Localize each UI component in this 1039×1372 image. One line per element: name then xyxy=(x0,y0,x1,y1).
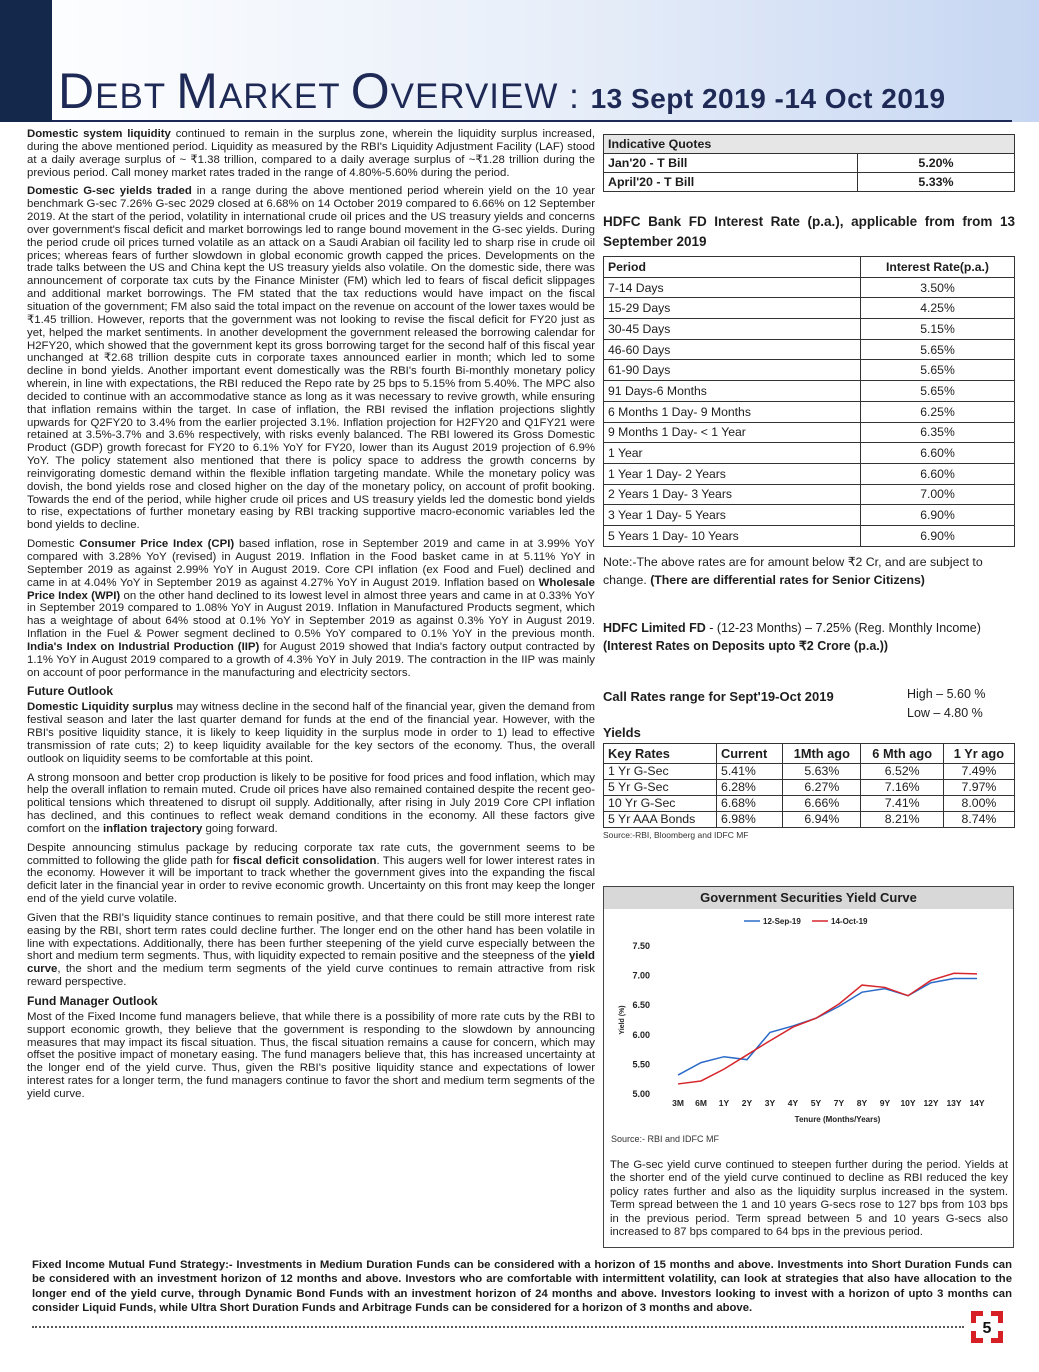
x-tick-label: 4Y xyxy=(787,1098,799,1108)
quote-value: 5.20% xyxy=(858,154,1015,173)
title-part-2: ARKET xyxy=(218,77,351,116)
cell: 6.98% xyxy=(717,811,783,827)
x-tick-label: 7Y xyxy=(833,1098,845,1108)
yields-table xyxy=(603,743,1015,828)
fd-rate: 6.90% xyxy=(861,505,1015,526)
x-tick-label: 14Y xyxy=(969,1098,985,1108)
cell: 7.97% xyxy=(943,779,1014,795)
paragraph-fiscal xyxy=(27,842,595,906)
yield-curve-box xyxy=(603,886,1014,1248)
fd-period: 61-90 Days xyxy=(604,360,861,381)
fd-rate: 6.60% xyxy=(861,443,1015,464)
hdfc-ltd-rate: - (12-23 Months) – 7.25% (Reg. Monthly Income) xyxy=(705,620,981,635)
text-gsec: in a range during the above mentioned period wherein yield on the 10 year benchmark G-sec 7.26% G-sec 2029 closed at 6.68% on 14 October 2019 compared to 6.66% on 12 September 2019. At the start of the period, volatility in international crude oil prices and the US treasury yields and concerns over government's fiscal deficit and market borrowings led to range bound movement in the G-sec yields. During the period crude oil prices turned volatile as an attack on a Saudi Arabian oil facility led to sharp rise in crude oil prices; whereas fears of further slowdown in global economic growth capped the prices. Developments on the trade talks between the US and China kept the US treasury yields also volatile. On the domestic side, there was announcement of corporate tax cuts by the Finance Minister (FM) which led to fears of fiscal deficit slippages and additional market borrowings. The FM stated that the tax reductions would have impact on the fiscal situation of the government; FM also said the total impact on the revenue on account of the lower taxes would be ₹1.45 trillion. However, reports that the government was not looking to revise the fiscal deficit for FY20 just as yet, helped the market sentiments. In another development the government released the borrowing calendar for H2FY20, which showed that the government kept its gross borrowing target for the second half of this fiscal year unchanged at ₹2.68 trillion despite cuts in corporate taxes announced earlier in month; which led to some decline in bond yields. Another important event domestically was the RBI's fourth Bi-monthly monetary policy wherein, in line with expectations, the RBI reduced the Repo rate by 25 bps to 5.15% from 5.40%. The MPC also decided to continue with an accommodative stance as long as it was necessary to revive growth, while ensuring that inflation remains within the target. In case of inflation, the RBI revised the inflation projections slightly upwards for Q2FY20 to 3.4% from the earlier projected 3.1%. Inflation projection for H2FY20 and Q1FY21 were retained at 3.5%-3.7% and 3.6% respectively, with risks evenly balanced. The RBI lowered its Gross Domestic Product (GDP) growth forecast for FY20 to 6.1% YoY for FY20, lower than its August 2019 projection of 6.9% YoY. The policy statement also mentioned that there is policy space to address the growth concerns by reinvigorating domestic demand within the flexible inflation targeting mandate. While the monetary policy was dovish, the bond yields rose and closed higher on the day of the monetary policy, on account of profit booking. Towards the end of the period, while higher crude oil prices and US treasury yields led the domestic bond yields to rise, expectations of further monetary easing by RBI tracking supportive macro-economic variables led the bond yields to decline. xyxy=(27,185,596,532)
y-tick-label: 7.00 xyxy=(632,970,650,981)
fd-period: 91 Days-6 Months xyxy=(604,381,861,402)
paragraph-monsoon xyxy=(27,772,595,836)
paragraph-liquidity xyxy=(27,128,595,179)
footer-dotted-rule xyxy=(32,1326,964,1328)
legend-label: 14-Oct-19 xyxy=(831,917,868,926)
fd-period: 15-29 Days xyxy=(604,298,861,319)
call-low: Low – 4.80 % xyxy=(907,705,983,720)
table-row xyxy=(604,505,1015,526)
fd-rate: 5.15% xyxy=(861,319,1015,340)
x-tick-label: 1Y xyxy=(718,1098,730,1108)
cell: 6.27% xyxy=(783,779,861,795)
title-letter-o: O xyxy=(350,63,391,119)
heading-future-outlook: Future Outlook xyxy=(27,684,113,699)
text-curve-c: , the short and the medium term segments of the yield curve continues to remain attractive from risk reward perspective. xyxy=(27,963,595,989)
x-tick-label: 8Y xyxy=(856,1098,868,1108)
cell: 8.00% xyxy=(943,795,1014,811)
table-row xyxy=(604,763,1015,779)
text-iip-g: for August 2019 showed that India's factory output contracted by 1.1% YoY in August 2019 compared to a growth of 4.3% YoY in July 2019. The contraction in the IIP was mainly on account of poor performance in the manufacturing and electricity sectors. xyxy=(27,640,595,679)
chart-title: Government Securities Yield Curve xyxy=(604,887,1013,909)
fd-period: 3 Year 1 Day- 5 Years xyxy=(604,505,861,526)
table-header-row xyxy=(604,257,1015,278)
fd-rate: 6.90% xyxy=(861,525,1015,546)
series-line xyxy=(678,973,977,1084)
x-tick-label: 5Y xyxy=(810,1098,822,1108)
fd-rate: 6.25% xyxy=(861,401,1015,422)
yield-curve-chart xyxy=(604,911,1013,1136)
fd-period: 9 Months 1 Day- < 1 Year xyxy=(604,422,861,443)
indicative-quotes-table xyxy=(603,134,1015,192)
x-tick-label: 3M xyxy=(672,1098,684,1108)
table-header-row xyxy=(604,743,1015,763)
cell: 6.94% xyxy=(783,811,861,827)
text-future-liquidity: may witness decline in the second half of the financial year, given the demand from festival season and later the last quarter demand for funds at the end of the financial year. However, with the RBI's positive liquidity stance, it is likely to keep liquidity in the surplus mode in order to 1) lead to effective transmission of rate cuts; 2) to keep liquidity available for the key sectors of the economy. Thus, the overall outlook on liquidity seems to be comfortable at this point. xyxy=(27,701,595,765)
cell: 7.49% xyxy=(943,763,1014,779)
fd-rate: 5.65% xyxy=(861,360,1015,381)
lead-gsec: Domestic G-sec yields traded xyxy=(27,185,192,198)
title-date-range: 13 Sept 2019 -14 Oct 2019 xyxy=(590,83,946,114)
fd-period: 1 Year 1 Day- 2 Years xyxy=(604,463,861,484)
x-tick-label: 2Y xyxy=(741,1098,753,1108)
col-interest-rate: Interest Rate(p.a.) xyxy=(861,257,1015,278)
text-fiscal-c: . This augers well for lower interest rates in the economy. However it will be important to track whether the government gives into the expanding the fiscal deficit later in the financial year in order to revive economic growth. Uncertainty on this front may keep the longer end of the yield curve volatile. xyxy=(27,854,595,906)
lead-liquidity: Domestic system liquidity xyxy=(27,128,171,140)
y-tick-label: 5.50 xyxy=(632,1059,650,1070)
table-row xyxy=(604,277,1015,298)
bold-cpi: Consumer Price Index (CPI) xyxy=(79,538,235,551)
col-key-rates: Key Rates xyxy=(604,743,717,763)
text-monsoon-a: A strong monsoon and better crop production is likely to be positive for food prices and food inflation, which may help the overall inflation to remain muted. Crude oil prices have also remained contained despite the recent geo-political tensions which threatened to disrupt oil supply. Additionally, after rising in July 2019 Core CPI inflation has declined, and this continues to reflect weak demand conditions in the economy. All these factors give comfort on the xyxy=(27,771,595,835)
page-number-icon xyxy=(967,1307,1007,1347)
quote-label: Jan'20 - T Bill xyxy=(604,154,858,173)
text-curve-a: Given that the RBI's liquidity stance continues to remain positive, and that there could be still more interest rate easing by the RBI, short term rates could decline further. The longer end on the other hand has been volatile in line with expectations. Additionally, there has been further steepening of the yield curve especially between the short and medium term segments. Thus, with liquidity expected to remain positive and the steepness of the xyxy=(27,911,595,963)
title-underline xyxy=(52,120,1012,122)
chart-source: Source:- RBI and IDFC MF xyxy=(611,1134,720,1144)
text-cpi-c: based inflation, rose in September 2019 and came in at 3.99% YoY compared with 3.28% YoY (revised) in August 2019. Inflation in the Food basket came in at 5.11% YoY in September 2019 as against 2.99% YoY in August 2019. Core CPI inflation (ex Food and Fuel) declined and came in at 4.04% YoY in September 2019 as against 4.27% YoY in August 2019. Inflation based on xyxy=(27,538,596,589)
table-row xyxy=(604,779,1015,795)
col-6mth: 6 Mth ago xyxy=(861,743,943,763)
cell: 8.21% xyxy=(861,811,943,827)
call-rates-values xyxy=(907,685,986,723)
hdfc-ltd-fd xyxy=(603,619,1015,655)
col-current: Current xyxy=(717,743,783,763)
col-period: Period xyxy=(604,257,861,278)
y-axis-label: Yield (%) xyxy=(619,1005,626,1035)
table-row xyxy=(604,154,1015,173)
fd-rate: 6.60% xyxy=(861,463,1015,484)
table-row xyxy=(604,298,1015,319)
page-number: 5 xyxy=(982,1320,992,1337)
page-title xyxy=(58,62,1033,122)
x-tick-label: 9Y xyxy=(879,1098,891,1108)
text-cpi-a: Domestic xyxy=(27,538,80,551)
call-rates-label: Call Rates range for Sept'19-Oct 2019 xyxy=(603,688,834,704)
paragraph-future-liquidity xyxy=(27,701,595,765)
paragraph-inflation xyxy=(27,538,595,679)
cell: 7.16% xyxy=(861,779,943,795)
bold-wpi: Wholesale Price Index (WPI) xyxy=(27,576,595,602)
call-high: High – 5.60 % xyxy=(907,686,986,701)
cell: 6.52% xyxy=(861,763,943,779)
fd-rate: 5.65% xyxy=(861,381,1015,402)
cell: 5.63% xyxy=(783,763,861,779)
table-row xyxy=(604,173,1015,192)
cell: 8.74% xyxy=(943,811,1014,827)
x-tick-label: 10Y xyxy=(900,1098,916,1108)
bold-iip: India's Index on Industrial Production (IIP) xyxy=(27,640,260,653)
fd-heading: HDFC Bank FD Interest Rate (p.a.), applicable from from 13 September 2019 xyxy=(603,214,1015,249)
fd-rate: 4.25% xyxy=(861,298,1015,319)
table-row xyxy=(604,381,1015,402)
col-1mth: 1Mth ago xyxy=(783,743,861,763)
yields-heading: Yields xyxy=(603,724,641,740)
y-tick-label: 7.50 xyxy=(632,941,650,951)
fd-period: 5 Years 1 Day- 10 Years xyxy=(604,525,861,546)
hdfc-ltd-note: (Interest Rates on Deposits upto ₹2 Crore (p.a.)) xyxy=(603,638,889,653)
table-row xyxy=(604,319,1015,340)
header-corner-block xyxy=(0,0,52,122)
table-row xyxy=(604,422,1015,443)
title-part-3: VERVIEW : xyxy=(390,77,580,116)
fd-rate: 6.35% xyxy=(861,422,1015,443)
x-tick-label: 13Y xyxy=(946,1098,962,1108)
cell: 7.41% xyxy=(861,795,943,811)
lead-future-liquidity: Domestic Liquidity surplus xyxy=(27,701,174,714)
quote-label: April'20 - T Bill xyxy=(604,173,858,192)
text-fiscal-a: Despite announcing stimulus package by reducing corporate tax rate cuts, the government seems to be committed to following the glide path for xyxy=(27,841,595,867)
cell: 6.28% xyxy=(717,779,783,795)
table-row xyxy=(604,484,1015,505)
title-part-1: EBT xyxy=(95,77,177,116)
cell: 1 Yr G-Sec xyxy=(604,763,717,779)
x-axis-label: Tenure (Months/Years) xyxy=(794,1115,881,1124)
table-row xyxy=(604,339,1015,360)
bold-yield-curve: yield curve xyxy=(27,950,595,976)
heading-fund-manager-outlook: Fund Manager Outlook xyxy=(27,994,158,1008)
fd-rate: 5.65% xyxy=(861,339,1015,360)
fd-period: 6 Months 1 Day- 9 Months xyxy=(604,401,861,422)
cell: 10 Yr G-Sec xyxy=(604,795,717,811)
y-tick-label: 5.00 xyxy=(632,1089,650,1099)
bold-fiscal-consolidation: fiscal deficit consolidation xyxy=(232,854,377,867)
fd-note-text: Note:-The above rates are for amount below ₹2 Cr, and are subject to change. xyxy=(603,554,983,587)
yields-source: Source:-RBI, Bloomberg and IDFC MF xyxy=(603,829,749,840)
fund-strategy-note: Fixed Income Mutual Fund Strategy:- Investments in Medium Duration Funds can be considered with a horizon of 15 months and above. Investments into Short Duration Funds can be considered with an investment horizon of 12 months and above. Investors who are comfortable with intermittent volatility, can look at strategies that also have allocation to the longer end of the yield curve, through Dynamic Bond Funds with an investment horizon of 24 months and above. Investors looking to invest with a horizon of upto 3 months can consider Liquid Funds, while Ultra Short Duration Funds and Arbitrage Funds can be considered for a horizon of 3 months and above. xyxy=(32,1259,1012,1314)
cell: 5 Yr AAA Bonds xyxy=(604,811,717,827)
fd-period: 2 Years 1 Day- 3 Years xyxy=(604,484,861,505)
legend-label: 12-Sep-19 xyxy=(763,917,801,926)
table-row xyxy=(604,525,1015,546)
paragraph-fund-manager: Most of the Fixed Income fund managers believe, that while there is a possibility of more rate cuts by the RBI to support economic growth, they believe that the government is responding to the slowdown by announcing measures that may impact its fiscal situation. Thus, the fiscal situation remains a cause for concern, which may offset the positive impact of monetary easing. The fund managers believe that, this has increased uncertainty at the longer end of the yield curve. Thus, given the RBI's positive liquidity stance and expectations of lower interest rates for a longer term, the fund managers continue to favor the short and medium term segments of the yield curve. xyxy=(27,1010,595,1100)
title-letter-d: D xyxy=(58,63,96,119)
x-tick-label: 6M xyxy=(695,1098,707,1108)
title-letter-m: M xyxy=(176,63,219,119)
text-monsoon-c: going forward. xyxy=(202,822,278,835)
cell: 6.66% xyxy=(783,795,861,811)
y-tick-label: 6.00 xyxy=(632,1029,650,1040)
table-row xyxy=(604,795,1015,811)
quotes-heading: Indicative Quotes xyxy=(604,135,1015,154)
fd-period: 7-14 Days xyxy=(604,277,861,298)
table-row xyxy=(604,401,1015,422)
col-1yr: 1 Yr ago xyxy=(943,743,1014,763)
fd-period: 1 Year xyxy=(604,443,861,464)
cell: 6.68% xyxy=(717,795,783,811)
table-row xyxy=(604,811,1015,827)
right-column xyxy=(603,134,1015,840)
x-tick-label: 3Y xyxy=(764,1098,776,1108)
fd-period: 46-60 Days xyxy=(604,339,861,360)
fd-rate: 3.50% xyxy=(861,277,1015,298)
hdfc-ltd-label: HDFC Limited FD xyxy=(603,620,706,635)
fd-note xyxy=(603,553,1015,589)
cell: 5.41% xyxy=(717,763,783,779)
fd-note-senior: (There are differential rates for Senior Citizens) xyxy=(650,572,925,587)
fd-rates-table xyxy=(603,256,1015,547)
x-tick-label: 12Y xyxy=(923,1098,939,1108)
table-row xyxy=(604,443,1015,464)
fd-rate: 7.00% xyxy=(861,484,1015,505)
text-wpi-e: on the other hand declined to its lowest level in almost three years and came in at 0.33% YoY in September 2019 compared to 1.08% YoY in August 2019. Inflation in Manufactured Products segment, which has a weightage of about 64% stood at 0.1% YoY in September 2019 as against 0.3% YoY in August 2019. Inflation in the Fuel & Power segment declined to 0.5% YoY compared to 0.1% YoY in the previous month. xyxy=(27,589,596,641)
table-row xyxy=(604,360,1015,381)
bold-inflation-trajectory: inflation trajectory xyxy=(102,822,203,835)
paragraph-yield-curve xyxy=(27,912,595,989)
cell: 5 Yr G-Sec xyxy=(604,779,717,795)
series-line xyxy=(678,979,977,1075)
text-liquidity: continued to remain in the surplus zone, wherein the liquidity surplus increased, during the above mentioned period. Liquidity as measured by the RBI's Liquidity Adjustment Facility (LAF) stood at a daily average surplus of ~ ₹1.38 trillion, compared to a daily average surplus of ~₹1.28 trillion during the previous period. Call money market rates traded in the range of 4.80%-5.60% during the period. xyxy=(27,128,595,179)
chart-commentary: The G-sec yield curve continued to steepen further during the period. Yields at the shorter end of the yield curve continued to decline as RBI reduced the key policy rates further and also as the liquidity surplus increased in the system. Term spread between the 1 and 10 years G-secs rose to 127 bps from 103 bps in the previous period. Term spread between 5 and 10 years G-secs also increased to 87 bps compared to 64 bps in the previous period. xyxy=(610,1159,1008,1239)
quote-value: 5.33% xyxy=(858,173,1015,192)
paragraph-gsec xyxy=(27,185,595,532)
call-rates xyxy=(603,685,1015,723)
table-row xyxy=(604,463,1015,484)
y-tick-label: 6.50 xyxy=(632,1000,650,1011)
left-column xyxy=(27,128,595,1107)
fd-period: 30-45 Days xyxy=(604,319,861,340)
